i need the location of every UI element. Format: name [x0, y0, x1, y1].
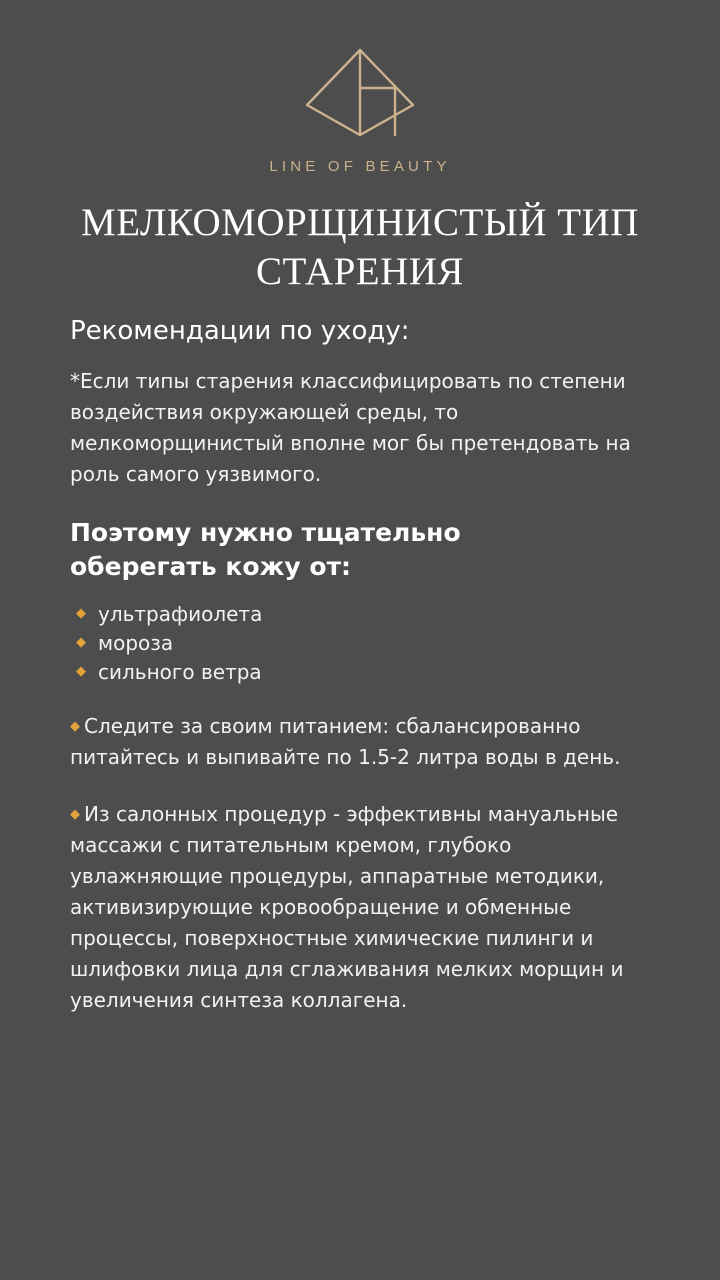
section-paragraph-care: *Если типы старения классифицировать по степени воздействия окружающей среды, то мелкоморщинистый вполне мог бы претендовать на роль самого уязвимого. [70, 369, 631, 487]
list-item-label: мороза [98, 630, 174, 655]
note-salon-procedures [70, 799, 650, 1016]
diamond-bullet-icon: ◆ [76, 634, 86, 650]
brand-name: LINE OF BEAUTY [269, 158, 451, 175]
diamond-bullet-icon: ◆ [70, 806, 80, 822]
list-item [76, 629, 650, 658]
page-title: МЕЛКОМОРЩИНИСТЫЙ ТИП СТАРЕНИЯ [81, 201, 639, 293]
diamond-bullet-icon: ◆ [76, 663, 86, 679]
content-body [70, 315, 650, 1016]
list-item [76, 600, 650, 629]
list-item-label: сильного ветра [98, 659, 262, 684]
list-item [76, 658, 650, 687]
brand-logo [0, 0, 720, 175]
section-heading-protect: Поэтому нужно тщательно оберегать кожу от: [70, 518, 461, 582]
note-nutrition-text: Следите за своим питанием: сбалансированно питайтесь и выпивайте по 1.5-2 литра воды в день. [70, 713, 621, 769]
diamond-bullet-icon: ◆ [76, 605, 86, 621]
section-heading-care: Рекомендации по уходу: [70, 315, 410, 346]
protect-list [70, 600, 650, 687]
note-nutrition [70, 711, 650, 773]
diamond-logo-icon [295, 42, 425, 142]
diamond-bullet-icon: ◆ [70, 718, 80, 734]
list-item-label: ультрафиолета [98, 601, 263, 626]
note-salon-procedures-text: Из салонных процедур - эффективны мануальные массажи с питательным кремом, глубоко увлажняющие процедуры, аппаратные методики, активизирующие кровообращение и обменные процессы, поверхностные химические пилинги и шлифовки лица для сглаживания мелких морщин и увеличения синтеза коллагена. [70, 801, 624, 1012]
